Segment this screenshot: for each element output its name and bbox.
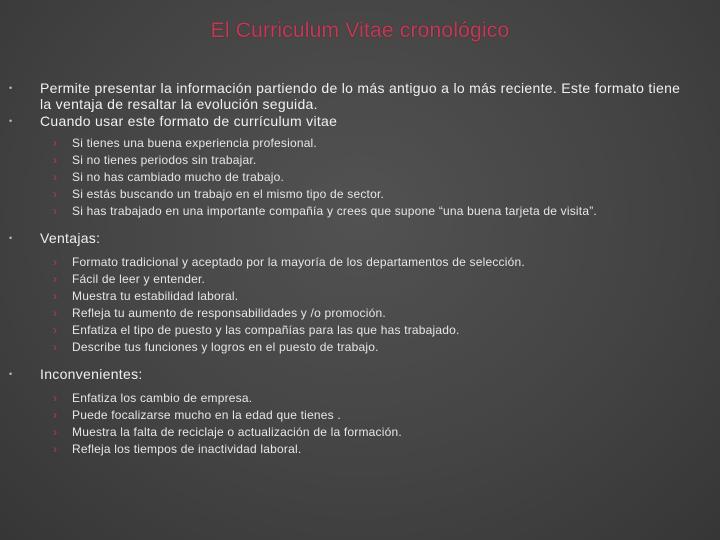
- chevron-right-icon: ›: [53, 391, 58, 405]
- list-item: › Describe tus funciones y logros en el puesto de trabajo.: [53, 340, 379, 354]
- list-item: › Enfatiza el tipo de puesto y las compañías para las que has trabajado.: [53, 323, 460, 337]
- chevron-right-icon: ›: [53, 425, 58, 439]
- slide-title: El Curriculum Vitae cronológico: [210, 19, 510, 42]
- cuando-list: [0, 135, 720, 220]
- bullet-inconvenientes: [0, 366, 720, 382]
- slide-body: [0, 80, 720, 458]
- bullet-ventajas: [0, 230, 720, 246]
- bullet-dot-icon: •: [9, 83, 13, 93]
- bullet-dot-icon: •: [9, 369, 13, 379]
- list-item: › Muestra tu estabilidad laboral.: [53, 289, 239, 303]
- chevron-right-icon: ›: [53, 340, 58, 354]
- chevron-right-icon: ›: [53, 187, 58, 201]
- list-item: › Si tienes una buena experiencia profesional.: [53, 136, 317, 150]
- chevron-right-icon: ›: [53, 153, 58, 167]
- chevron-right-icon: ›: [53, 255, 58, 269]
- ventajas-heading: Ventajas:: [40, 230, 101, 246]
- list-item: › Si no tienes periodos sin trabajar.: [53, 153, 257, 167]
- chevron-right-icon: ›: [53, 136, 58, 150]
- list-item: › Si estás buscando un trabajo en el mismo tipo de sector.: [53, 187, 385, 201]
- chevron-right-icon: ›: [53, 272, 58, 286]
- list-item: › Si no has cambiado mucho de trabajo.: [53, 170, 284, 184]
- bullet-dot-icon: •: [9, 116, 13, 126]
- chevron-right-icon: ›: [53, 323, 58, 337]
- ventajas-list: [0, 254, 720, 356]
- chevron-right-icon: ›: [53, 170, 58, 184]
- chevron-right-icon: ›: [53, 289, 58, 303]
- chevron-right-icon: ›: [53, 204, 58, 218]
- bullet-cuando: [0, 113, 720, 129]
- list-item: › Muestra la falta de reciclaje o actualización de la formación.: [53, 425, 402, 439]
- chevron-right-icon: ›: [53, 306, 58, 320]
- list-item: › Si has trabajado en una importante compañía y crees que supone “una buena tarjeta de visita”.: [53, 204, 597, 218]
- bullet-intro-text: Permite presentar la información partiendo de lo más antiguo a lo más reciente. Este formato tiene la ventaja de resaltar la evolución seguida.: [40, 80, 681, 112]
- list-item: › Formato tradicional y aceptado por la mayoría de los departamentos de selección.: [53, 255, 525, 269]
- chevron-right-icon: ›: [53, 442, 58, 456]
- inconvenientes-list: [0, 390, 720, 458]
- bullet-cuando-text: Cuando usar este formato de currículum vitae: [40, 113, 338, 129]
- inconvenientes-heading: Inconvenientes:: [40, 366, 143, 382]
- list-item: › Refleja tu aumento de responsabilidades y /o promoción.: [53, 306, 386, 320]
- list-item: › Puede focalizarse mucho en la edad que tienes .: [53, 408, 341, 422]
- chevron-right-icon: ›: [53, 408, 58, 422]
- list-item: › Refleja los tiempos de inactividad laboral.: [53, 442, 302, 456]
- bullet-dot-icon: •: [9, 233, 13, 243]
- list-item: › Fácil de leer y entender.: [53, 272, 206, 286]
- bullet-intro: [0, 80, 720, 112]
- list-item: › Enfatiza los cambio de empresa.: [53, 391, 253, 405]
